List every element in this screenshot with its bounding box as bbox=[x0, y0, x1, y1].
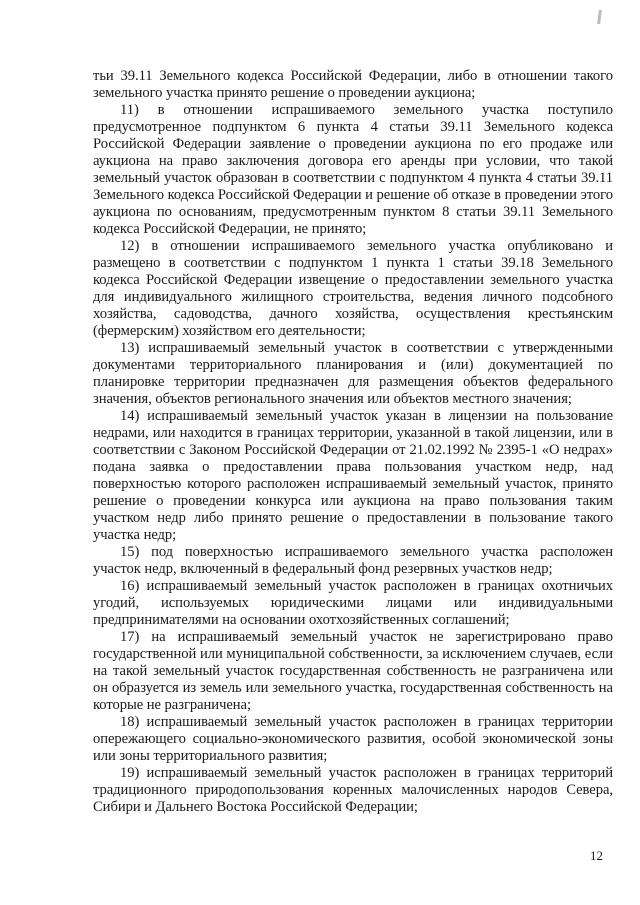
paragraph-item-12: 12) в отношении испрашиваемого земельного участка опубликовано и размещено в соответствии с подпунктом 1 пункта 1 статьи 39.18 Земельного кодекса Российской Федерации извещение о предоставлении земельного участка для индивидуального жилищного строительства, ведения личного подсобного хозяйства, садоводства, дачного хозяйства, осуществления крестьянским (фермерским) хозяйством его деятельности; bbox=[93, 238, 613, 339]
paragraph-item-13: 13) испрашиваемый земельный участок в соответствии с утвержденными документами территориального планирования и (или) документацией по планировке территории предназначен для размещения объектов федерального значения, объектов регионального значения или объектов местного значения; bbox=[93, 340, 613, 407]
paragraph-item-14: 14) испрашиваемый земельный участок указан в лицензии на пользование недрами, или находится в границах территории, указанной в такой лицензии, или в соответствии с Законом Российской Федерации от 21.02.1992 № 2395-1 «О недрах» подана заявка о предоставлении права пользования участком недр, над поверхностью которого расположен испрашиваемый земельный участок, принято решение о проведении конкурса или аукциона на право пользования таким участком недр либо принято решение о предоставлении в пользование такого участка недр; bbox=[93, 408, 613, 543]
paragraph-item-16: 16) испрашиваемый земельный участок расположен в границах охотничьих угодий, используемых юридическими лицами или индивидуальными предпринимателями на основании охотхозяйственных соглашений; bbox=[93, 578, 613, 628]
paragraph-continuation: тьи 39.11 Земельного кодекса Российской Федерации, либо в отношении такого земельного участка принято решение о проведении аукциона; bbox=[93, 68, 613, 101]
paragraph-item-11: 11) в отношении испрашиваемого земельного участка поступило предусмотренное подпунктом 6 пункта 4 статьи 39.11 Земельного кодекса Российской Федерации заявление о проведении аукциона по его продаже или аукциона на право заключения договора его аренды при условии, что такой земельный участок образован в соответствии с подпунктом 4 пункта 4 статьи 39.11 Земельного кодекса Российской Федерации и решение об отказе в проведении этого аукциона по основаниям, предусмотренным пунктом 8 статьи 39.11 Земельного кодекса Российской Федерации, не принято; bbox=[93, 102, 613, 237]
page-number: 12 bbox=[590, 848, 603, 863]
paragraph-item-18: 18) испрашиваемый земельный участок расположен в границах территории опережающего социально-экономического развития, особой экономической зоны или зоны территориального развития; bbox=[93, 714, 613, 764]
scan-mark bbox=[597, 10, 602, 24]
document-body bbox=[93, 68, 613, 816]
paragraph-item-17: 17) на испрашиваемый земельный участок не зарегистрировано право государственной или муниципальной собственности, за исключением случаев, если на такой земельный участок государственная собственность не разграничена или он образуется из земель или земельного участка, государственная собственность на которые не разграничена; bbox=[93, 629, 613, 713]
paragraph-item-15: 15) под поверхностью испрашиваемого земельного участка расположен участок недр, включенный в федеральный фонд резервных участков недр; bbox=[93, 544, 613, 577]
paragraph-item-19: 19) испрашиваемый земельный участок расположен в границах территорий традиционного природопользования коренных малочисленных народов Севера, Сибири и Дальнего Востока Российской Федерации; bbox=[93, 765, 613, 815]
